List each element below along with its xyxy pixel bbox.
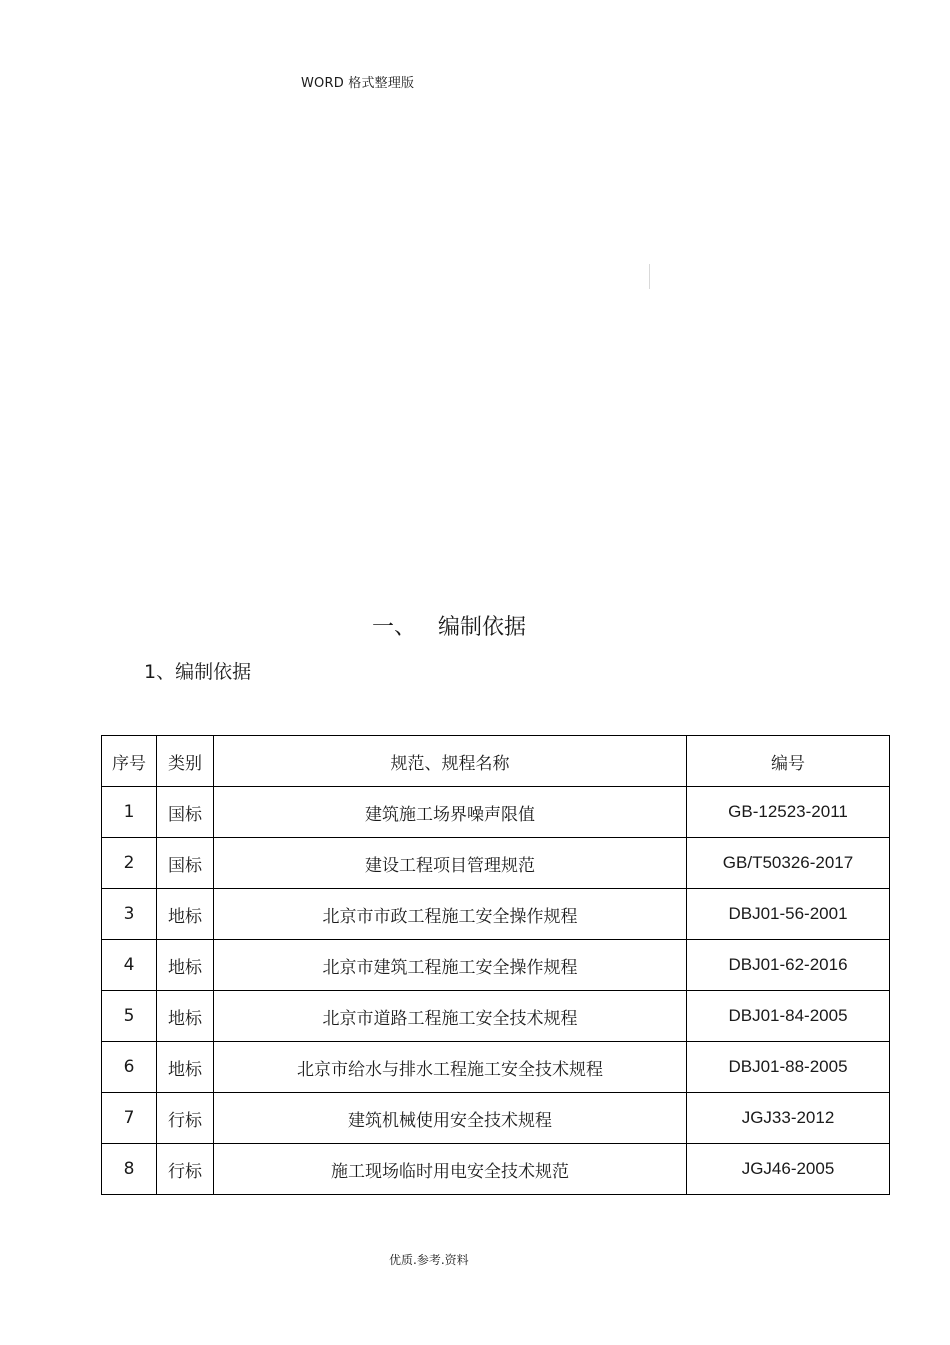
- table-row: [102, 787, 890, 838]
- cell-name: 北京市道路工程施工安全技术规程: [214, 991, 687, 1042]
- subsection-heading: 1、编制依据: [144, 661, 252, 683]
- table-row: [102, 1093, 890, 1144]
- cell-category: 地标: [157, 991, 214, 1042]
- cell-name: 北京市给水与排水工程施工安全技术规程: [214, 1042, 687, 1093]
- page-footer: 优质.参考.资料: [389, 1253, 469, 1267]
- column-header-name: 规范、规程名称: [214, 736, 687, 787]
- cell-seq: 2: [102, 838, 157, 889]
- cell-category: 行标: [157, 1093, 214, 1144]
- cell-code: GB-12523-2011: [687, 787, 890, 838]
- cell-seq: 1: [102, 787, 157, 838]
- cell-category: 地标: [157, 889, 214, 940]
- column-header-seq: 序号: [102, 736, 157, 787]
- section-title: 编制依据: [438, 615, 527, 640]
- cell-seq: 5: [102, 991, 157, 1042]
- cell-seq: 6: [102, 1042, 157, 1093]
- table-row: [102, 838, 890, 889]
- cell-name: 建筑施工场界噪声限值: [214, 787, 687, 838]
- cell-seq: 4: [102, 940, 157, 991]
- cell-category: 行标: [157, 1144, 214, 1195]
- cell-code: DBJ01-56-2001: [687, 889, 890, 940]
- section-heading: [372, 610, 526, 641]
- section-number: 一、: [372, 615, 417, 640]
- table-header-row: [102, 736, 890, 787]
- column-header-code: 编号: [687, 736, 890, 787]
- table-row: [102, 1144, 890, 1195]
- cell-name: 北京市市政工程施工安全操作规程: [214, 889, 687, 940]
- cell-category: 地标: [157, 940, 214, 991]
- cell-seq: 8: [102, 1144, 157, 1195]
- page-header: WORD 格式整理版: [301, 76, 415, 91]
- cell-code: JGJ46-2005: [687, 1144, 890, 1195]
- cell-seq: 7: [102, 1093, 157, 1144]
- table-row: [102, 889, 890, 940]
- cell-code: DBJ01-84-2005: [687, 991, 890, 1042]
- cell-code: JGJ33-2012: [687, 1093, 890, 1144]
- text-cursor-mark: [649, 264, 650, 289]
- table-row: [102, 1042, 890, 1093]
- cell-code: DBJ01-88-2005: [687, 1042, 890, 1093]
- cell-name: 北京市建筑工程施工安全操作规程: [214, 940, 687, 991]
- cell-code: DBJ01-62-2016: [687, 940, 890, 991]
- cell-code: GB/T50326-2017: [687, 838, 890, 889]
- cell-name: 施工现场临时用电安全技术规范: [214, 1144, 687, 1195]
- table-row: [102, 940, 890, 991]
- standards-table: [101, 735, 890, 1195]
- cell-category: 国标: [157, 787, 214, 838]
- cell-name: 建设工程项目管理规范: [214, 838, 687, 889]
- column-header-category: 类别: [157, 736, 214, 787]
- table-row: [102, 991, 890, 1042]
- cell-category: 地标: [157, 1042, 214, 1093]
- cell-seq: 3: [102, 889, 157, 940]
- cell-name: 建筑机械使用安全技术规程: [214, 1093, 687, 1144]
- cell-category: 国标: [157, 838, 214, 889]
